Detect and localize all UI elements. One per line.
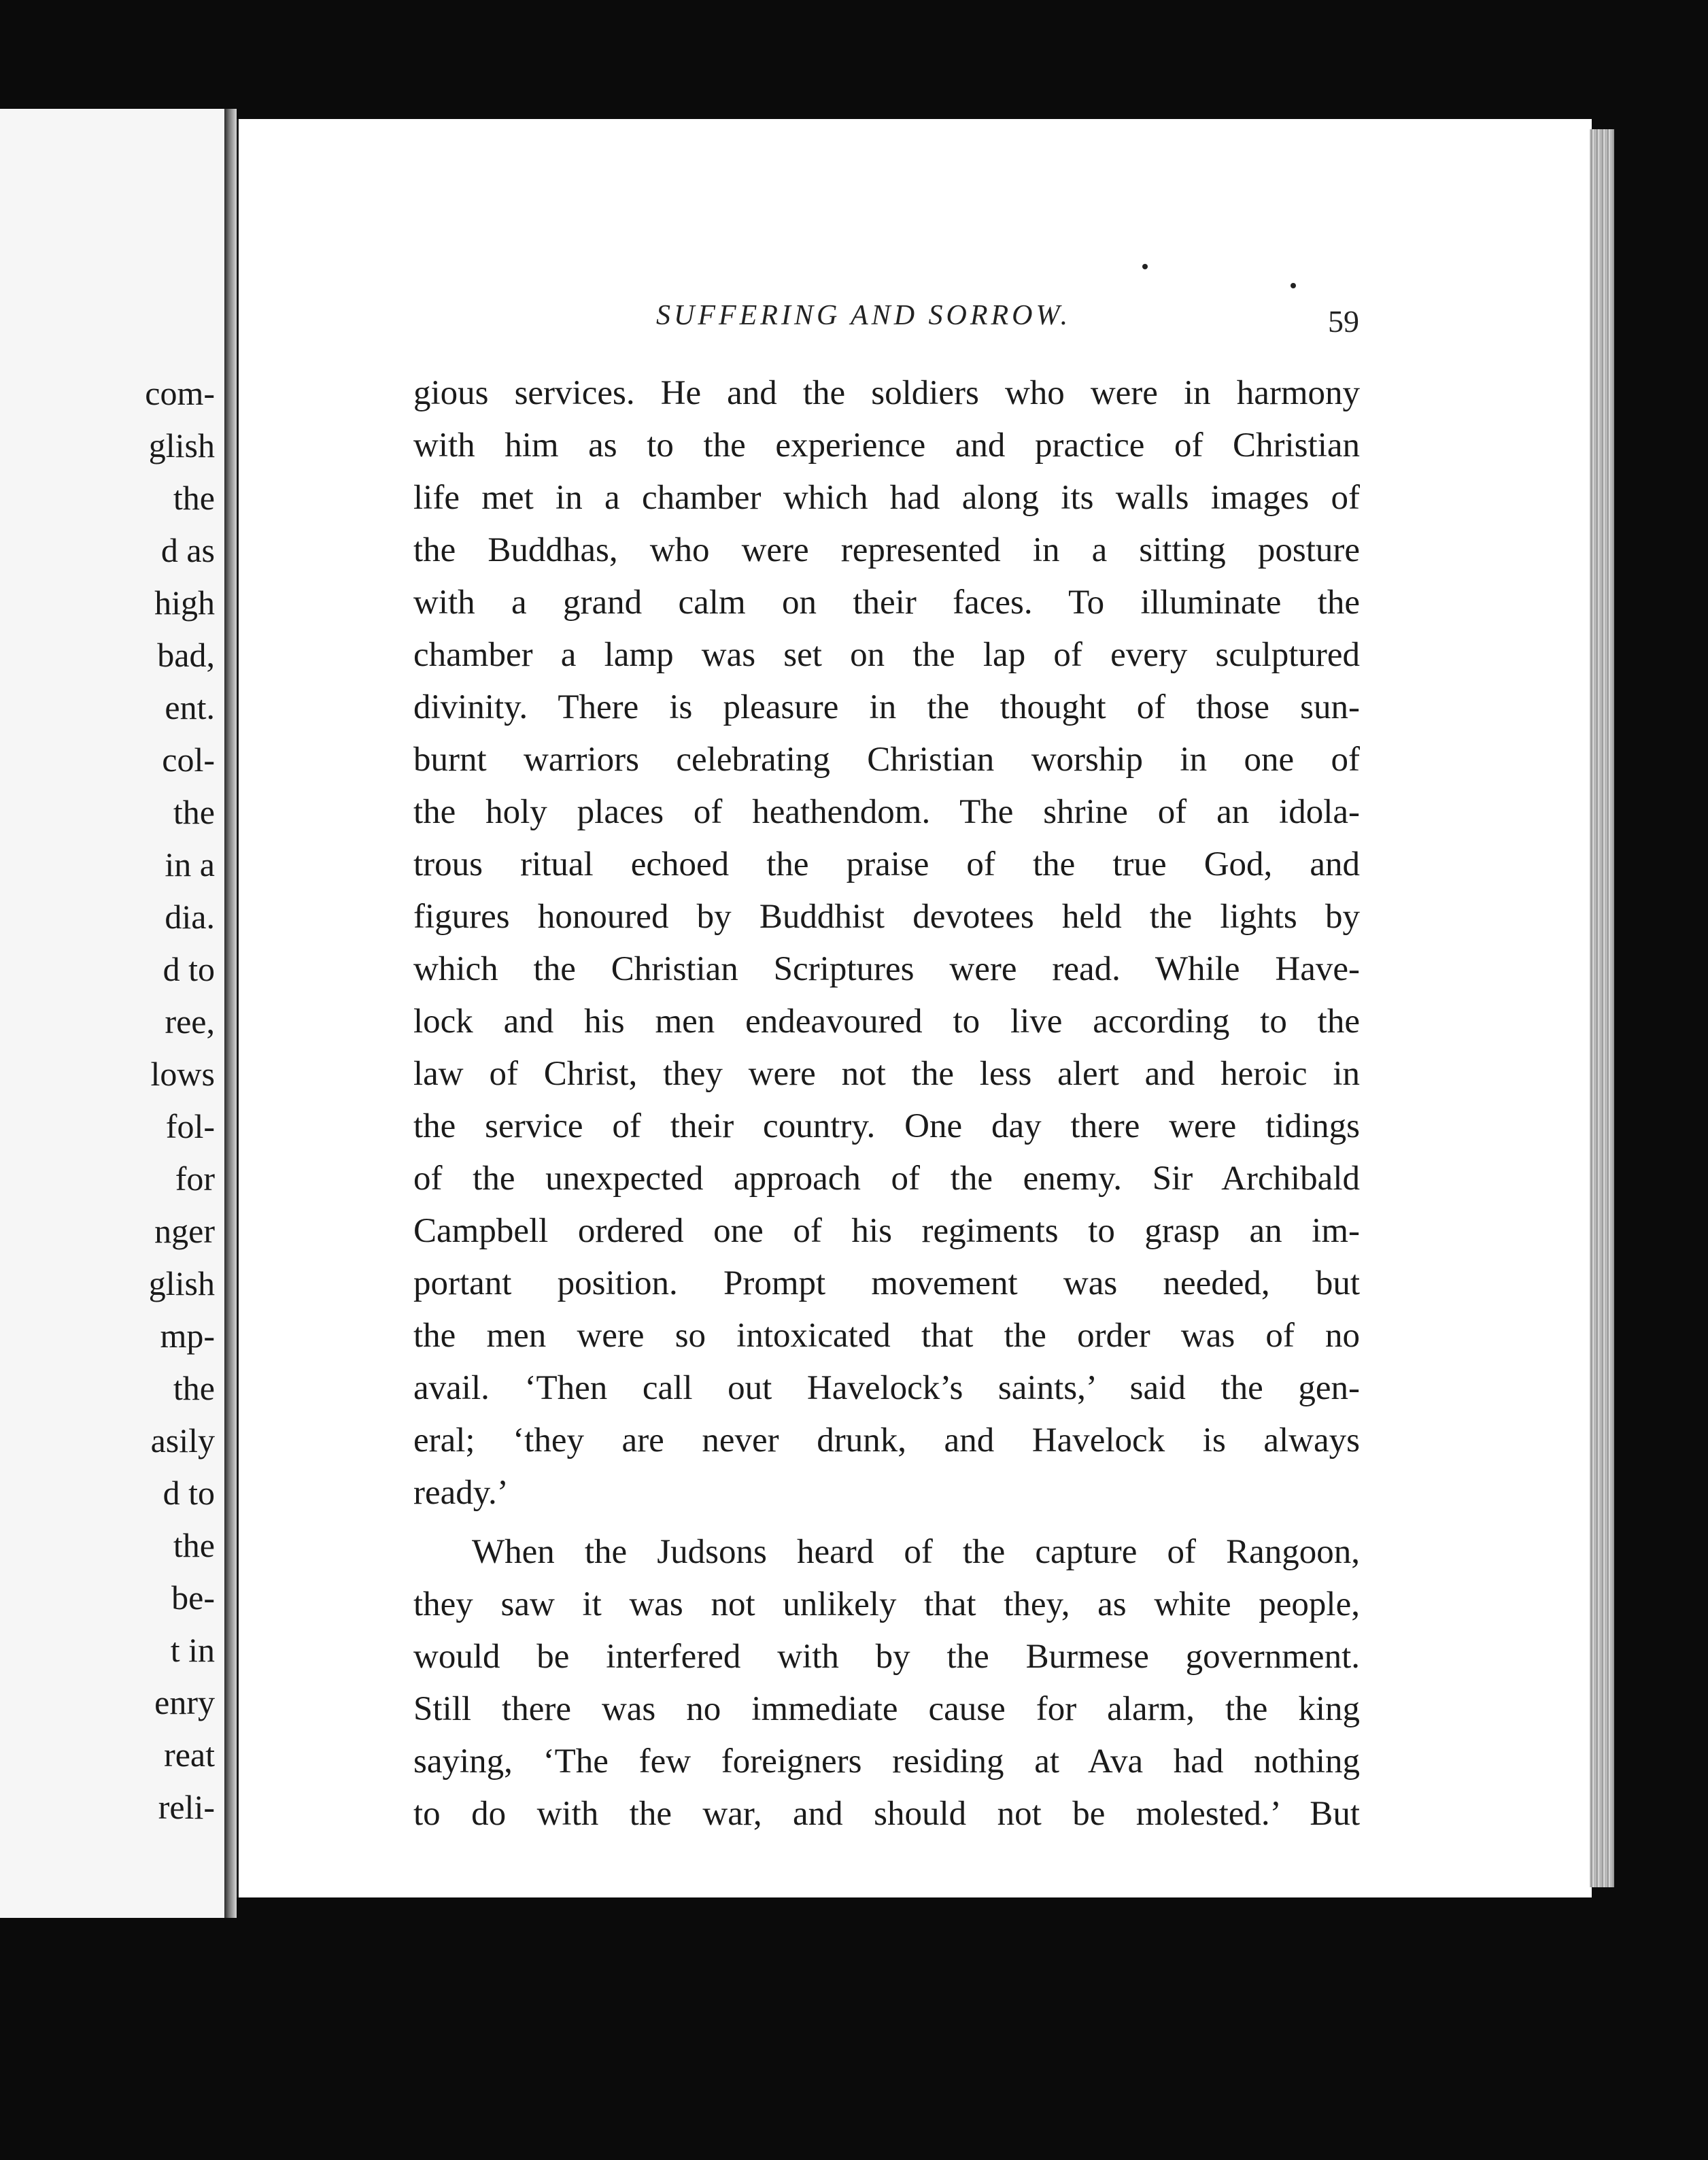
text-line: with a grand calm on their faces. To illuminate the xyxy=(413,584,1360,622)
left-line: fol- xyxy=(165,1107,215,1145)
left-line: lows xyxy=(150,1055,215,1093)
left-line: the xyxy=(173,1526,215,1564)
page-body-text xyxy=(413,367,1360,1840)
text-line: the holy places of heathendom. The shrine of an idola- xyxy=(413,793,1360,831)
text-line: chamber a lamp was set on the lap of every sculptured xyxy=(413,636,1360,674)
left-line: glish xyxy=(148,1264,215,1302)
text-line: gious services. He and the soldiers who were in harmony xyxy=(413,374,1360,412)
left-line: in a xyxy=(165,845,215,883)
text-line: Still there was no immediate cause for alarm, the king xyxy=(413,1690,1360,1728)
left-line: reli- xyxy=(158,1788,215,1826)
left-line: mp- xyxy=(160,1317,215,1355)
text-line: to do with the war, and should not be molested.’ But xyxy=(413,1795,1360,1833)
previous-page-lines xyxy=(145,367,215,1834)
left-line: d to xyxy=(163,1474,215,1512)
ink-speck xyxy=(1291,283,1296,288)
left-line: com- xyxy=(145,374,215,412)
text-line: the service of their country. One day there were tidings xyxy=(413,1107,1360,1145)
text-line: ready.’ xyxy=(413,1474,509,1512)
left-line: reat xyxy=(164,1736,215,1774)
text-line: divinity. There is pleasure in the thought of those sun- xyxy=(413,688,1360,726)
left-line: enry xyxy=(154,1683,215,1721)
text-line: Campbell ordered one of his regiments to grasp an im- xyxy=(413,1212,1360,1250)
ink-speck xyxy=(1142,264,1148,269)
text-line: law of Christ, they were not the less alert and heroic in xyxy=(413,1055,1360,1093)
left-line: asily xyxy=(150,1421,215,1459)
text-line: avail. ‘Then call out Havelock’s saints,’ said the gen- xyxy=(413,1369,1360,1407)
text-line: with him as to the experience and practice of Christian xyxy=(413,426,1360,465)
text-line: eral; ‘they are never drunk, and Havelock is always xyxy=(413,1421,1360,1459)
left-line: ent. xyxy=(165,688,215,726)
text-line: figures honoured by Buddhist devotees held the lights by xyxy=(413,898,1360,936)
text-line: the Buddhas, who were represented in a sitting posture xyxy=(413,531,1360,569)
text-line: saying, ‘The few foreigners residing at Ava had nothing xyxy=(413,1742,1360,1781)
book-gutter xyxy=(224,109,237,1918)
left-line: glish xyxy=(148,426,215,465)
left-line: high xyxy=(154,584,215,622)
left-line: be- xyxy=(171,1579,215,1617)
text-line: life met in a chamber which had along its walls images of xyxy=(413,479,1360,517)
text-line: of the unexpected approach of the enemy. Sir Archibald xyxy=(413,1160,1360,1198)
previous-page-fragment xyxy=(0,109,227,1918)
text-line: When the Judsons heard of the capture of Rangoon, xyxy=(472,1533,1360,1571)
left-line: t in xyxy=(170,1631,215,1669)
text-line: they saw it was not unlikely that they, as white people, xyxy=(413,1585,1360,1623)
left-line: bad, xyxy=(157,636,215,674)
left-line: ree, xyxy=(165,1002,215,1041)
left-line: the xyxy=(173,1369,215,1407)
left-line: nger xyxy=(154,1212,215,1250)
text-line: would be interfered with by the Burmese government. xyxy=(413,1638,1360,1676)
left-line: dia. xyxy=(165,898,215,936)
text-line: lock and his men endeavoured to live according to the xyxy=(413,1002,1360,1041)
text-line: the men were so intoxicated that the order was of no xyxy=(413,1317,1360,1355)
page-number: 59 xyxy=(1328,304,1359,339)
text-line: portant position. Prompt movement was needed, but xyxy=(413,1264,1360,1302)
left-line: d as xyxy=(160,531,215,569)
text-line: trous ritual echoed the praise of the true God, and xyxy=(413,845,1360,883)
left-line: col- xyxy=(162,741,215,779)
left-line: d to xyxy=(163,950,215,988)
text-line: which the Christian Scriptures were read. While Have- xyxy=(413,950,1360,988)
running-head: SUFFERING AND SORROW. xyxy=(656,300,1072,331)
page-edges xyxy=(1590,129,1614,1887)
left-line: the xyxy=(173,793,215,831)
left-line: for xyxy=(175,1160,215,1198)
text-line: burnt warriors celebrating Christian worship in one of xyxy=(413,741,1360,779)
left-line: the xyxy=(173,479,215,517)
